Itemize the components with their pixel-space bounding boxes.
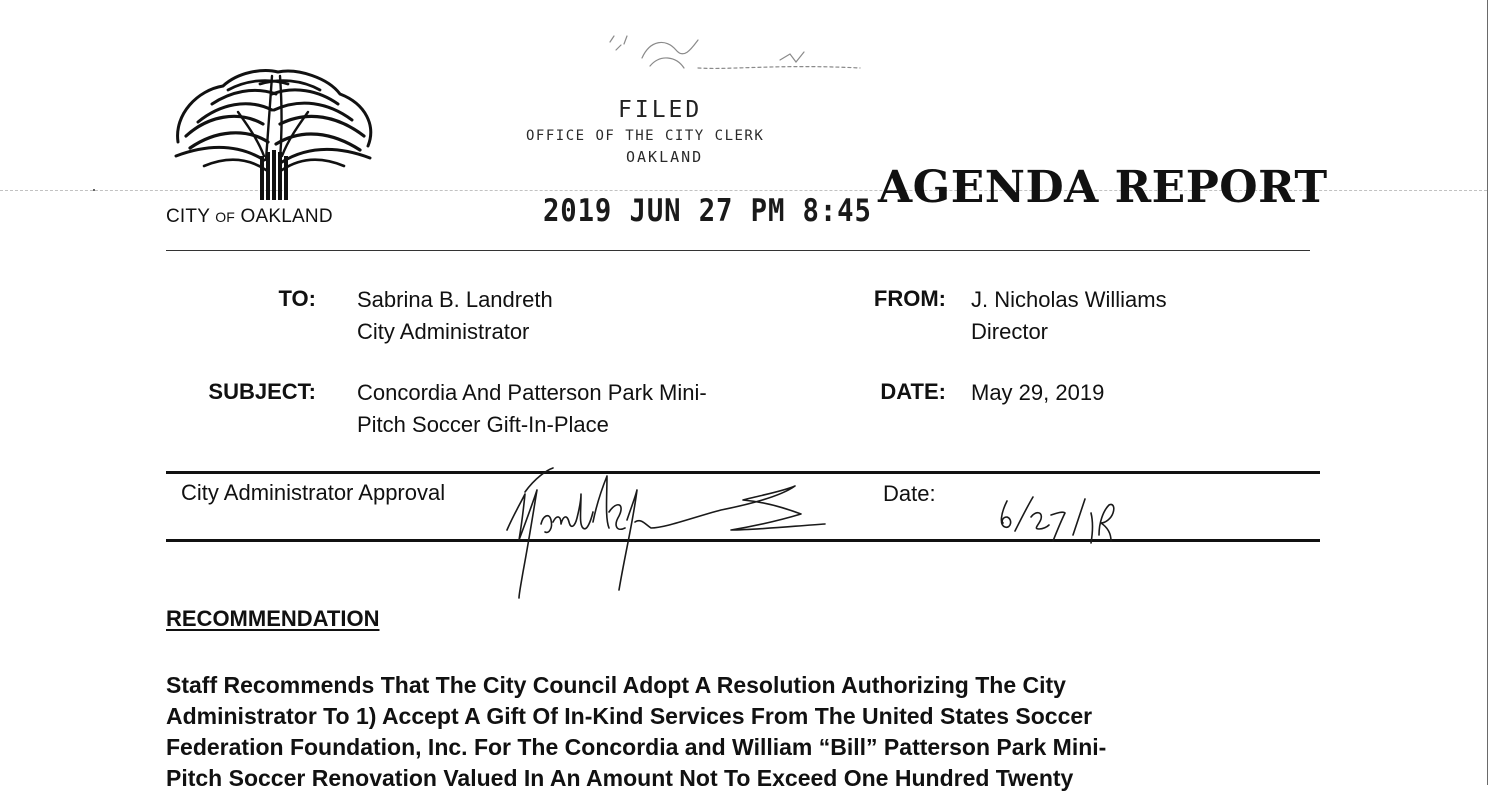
to-name: Sabrina B. Landreth — [357, 287, 553, 312]
city-name-logotype: CITY OF OAKLAND — [166, 206, 333, 227]
administrator-signature — [495, 462, 845, 607]
recommendation-line: Administrator To 1) Accept A Gift Of In-Kind Services From The United States Soccer — [166, 703, 1093, 729]
header-rule — [166, 250, 1310, 251]
from-title: Director — [971, 319, 1049, 344]
recommendation-line: Pitch Soccer Renovation Valued In An Amount Not To Exceed One Hundred Twenty — [166, 765, 1074, 791]
stamp-datetime: 2019 JUN 27 PM 8:45 — [543, 193, 872, 229]
to-title: City Administrator — [357, 319, 530, 344]
oakland-oak-tree-logo — [168, 64, 378, 202]
approval-date-label: Date: — [883, 481, 936, 506]
report-title: AGENDA REPORT — [878, 162, 1328, 213]
subject-label: SUBJECT: — [208, 379, 316, 404]
recommendation-line: Staff Recommends That The City Council Adopt A Resolution Authorizing The City — [166, 672, 1066, 698]
stamp-filed-text: FILED — [618, 97, 703, 123]
stamp-office-text: OFFICE OF THE CITY CLERK — [526, 128, 765, 144]
subject-line-1: Concordia And Patterson Park Mini- — [357, 380, 707, 405]
to-label: TO: — [278, 286, 316, 311]
handwritten-approval-date — [995, 493, 1135, 548]
memo-date: May 29, 2019 — [971, 380, 1105, 405]
recommendation-text — [166, 670, 1306, 794]
from-name: J. Nicholas Williams — [971, 287, 1167, 312]
recommendation-heading: RECOMMENDATION — [166, 606, 380, 631]
stamp-ink-smudge — [580, 30, 880, 90]
recommendation-line: Federation Foundation, Inc. For The Concordia and William “Bill” Patterson Park Mini- — [166, 734, 1107, 760]
subject-line-2: Pitch Soccer Gift-In-Place — [357, 412, 609, 437]
approval-label: City Administrator Approval — [181, 480, 446, 505]
from-label: FROM: — [873, 286, 946, 311]
date-label: DATE: — [880, 379, 946, 404]
page-edge-line — [1487, 0, 1488, 785]
stamp-city-text: OAKLAND — [626, 148, 704, 166]
